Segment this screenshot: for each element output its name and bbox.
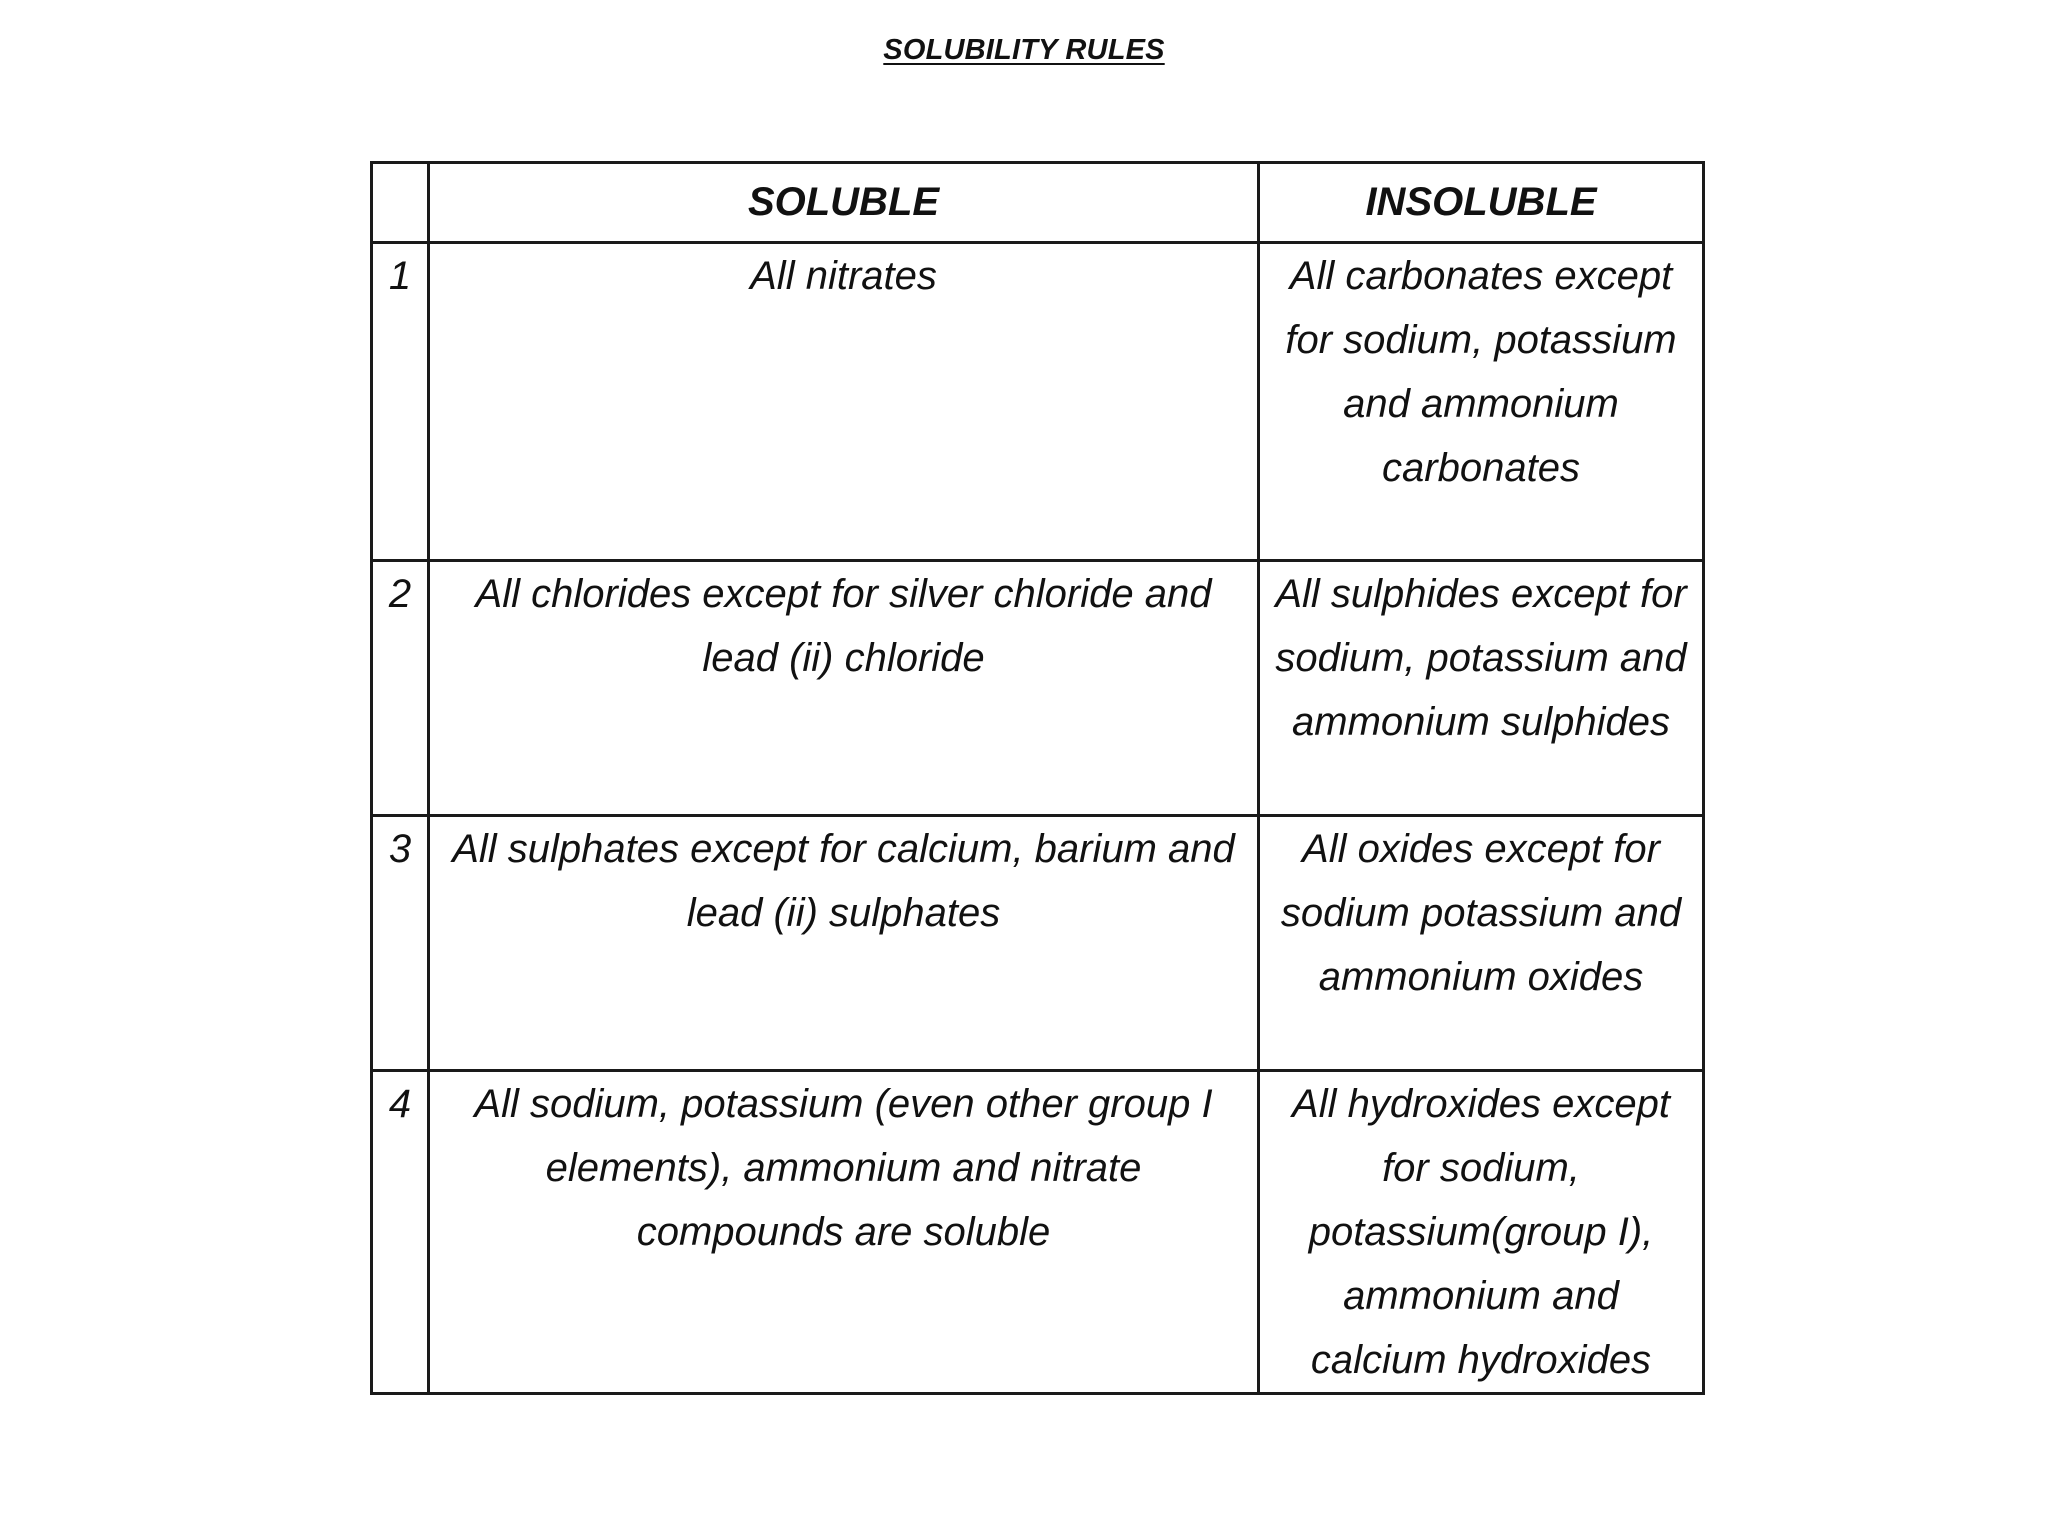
soluble-cell: All sulphates except for calcium, barium and lead (ii) sulphates — [429, 816, 1259, 1071]
table-row — [372, 561, 1704, 816]
row-number: 4 — [372, 1071, 429, 1394]
table-row — [372, 243, 1704, 561]
header-insoluble: INSOLUBLE — [1259, 163, 1704, 243]
soluble-cell: All nitrates — [429, 243, 1259, 561]
header-soluble: SOLUBLE — [429, 163, 1259, 243]
table-header-row — [372, 163, 1704, 243]
insoluble-cell: All hydroxides except for sodium, potassium(group I), ammonium and calcium hydroxides — [1259, 1071, 1704, 1394]
row-number: 3 — [372, 816, 429, 1071]
row-number: 2 — [372, 561, 429, 816]
table-row — [372, 816, 1704, 1071]
soluble-cell: All chlorides except for silver chloride and lead (ii) chloride — [429, 561, 1259, 816]
header-number — [372, 163, 429, 243]
table-row — [372, 1071, 1704, 1394]
insoluble-cell: All oxides except for sodium potassium and ammonium oxides — [1259, 816, 1704, 1071]
solubility-rules-table — [370, 161, 1705, 1395]
row-number: 1 — [372, 243, 429, 561]
insoluble-cell: All carbonates except for sodium, potassium and ammonium carbonates — [1259, 243, 1704, 561]
insoluble-cell: All sulphides except for sodium, potassium and ammonium sulphides — [1259, 561, 1704, 816]
soluble-cell: All sodium, potassium (even other group I elements), ammonium and nitrate compounds are soluble — [429, 1071, 1259, 1394]
page-title: SOLUBILITY RULES — [883, 34, 1165, 66]
